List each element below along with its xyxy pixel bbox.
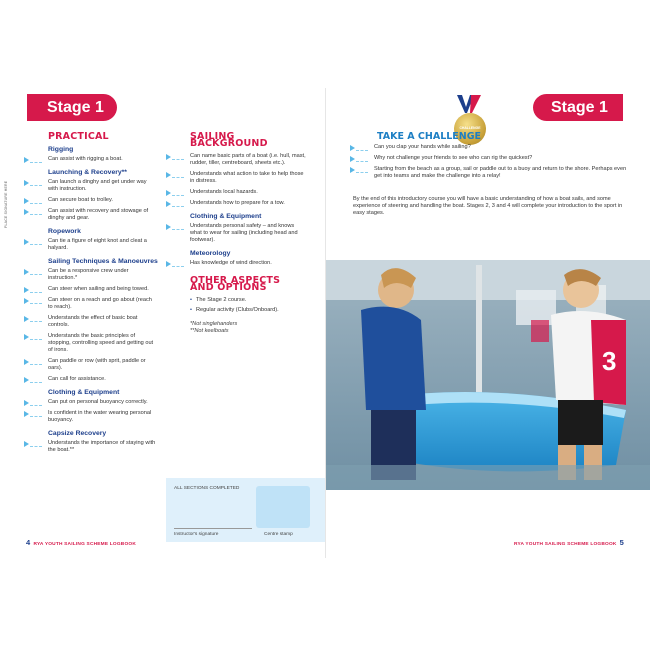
checklist-item-text: Can put on personal buoyancy correctly.	[48, 399, 148, 405]
arrow-bullet-icon	[24, 315, 42, 322]
checklist-item	[24, 358, 158, 372]
signature-line	[174, 528, 252, 529]
arrow-bullet-icon	[24, 333, 42, 340]
arrow-bullet-icon	[166, 153, 184, 160]
arrow-bullet-icon	[350, 144, 368, 151]
arrow-bullet-icon	[24, 238, 42, 245]
checklist-item-text: Understands personal safety – and knows what to wear for sailing (including head and footwear).	[190, 223, 298, 243]
practical-title: PRACTICAL	[48, 131, 109, 142]
arrow-bullet-icon	[24, 297, 42, 304]
checklist-item-text: Has knowledge of wind direction.	[190, 260, 272, 266]
sailing-background-title: SAILING BACKGROUND	[190, 131, 268, 149]
arrow-bullet-icon	[24, 197, 42, 204]
checklist-item	[24, 399, 158, 406]
arrow-bullet-icon	[166, 200, 184, 207]
sail-number-text: 3	[602, 346, 617, 376]
checklist-item	[24, 156, 158, 163]
checklist-item-text: Understands the importance of staying with the boat.**	[48, 440, 156, 453]
checklist-item	[24, 208, 158, 222]
checklist-item	[350, 144, 630, 151]
checklist-item	[350, 166, 630, 180]
signature-side-note: PLACE SIGNATURE HERE	[4, 180, 8, 228]
centre-stamp-area	[256, 486, 310, 528]
stage-tab-left: Stage 1	[27, 94, 117, 121]
sailing-photo	[326, 260, 650, 490]
arrow-bullet-icon	[166, 171, 184, 178]
checklist-item-text: Can tie a figure of eight knot and cleat a halyard.	[48, 238, 147, 251]
checklist-item-text: Can steer when sailing and being towed.	[48, 286, 149, 292]
footnote: *Not singlehanders	[190, 321, 238, 327]
subsection-heading: Clothing & Equipment	[48, 389, 120, 396]
checklist-item-text: Understands the effect of basic boat controls.	[48, 315, 138, 328]
arrow-bullet-icon	[24, 440, 42, 447]
checklist-item-text: Why not challenge your friends to see who can rig the quickest?	[374, 155, 533, 161]
arrow-bullet-icon	[166, 189, 184, 196]
arrow-bullet-icon	[350, 155, 368, 162]
subsection-heading: Capsize Recovery	[48, 430, 107, 437]
subsection-heading: Ropework	[48, 228, 81, 235]
arrow-bullet-icon	[166, 260, 184, 267]
challenge-title: TAKE A CHALLENGE	[377, 131, 482, 142]
checklist-item	[166, 260, 306, 267]
page-number-right: 5	[619, 538, 624, 547]
checklist-item	[24, 268, 158, 282]
arrow-bullet-icon	[350, 166, 368, 173]
arrow-bullet-icon	[24, 286, 42, 293]
practical-column	[24, 133, 158, 458]
arrow-bullet-icon	[24, 358, 42, 365]
checklist-item	[24, 376, 158, 383]
footnote: **Not keelboats	[190, 328, 229, 334]
checklist-item	[24, 286, 158, 293]
checklist-item-text: Understands the basic principles of stopping, controlling speed and getting out of irons.	[48, 333, 154, 353]
checklist-item-text: Can name basic parts of a boat (i.e. hull, mast, rudder, tiller, centreboard, sheets etc.).	[190, 153, 306, 166]
sailing-photo-illustration	[326, 260, 650, 490]
course-intro-text: By the end of this introductory course you will have a basic understanding of how a boat sails, and some experience of steering and handling the boat. Stages 2, 3 and 4 will complete your introduction to the sport in easy stages.	[353, 196, 623, 216]
subsection-heading: Sailing Techniques & Manoeuvres	[48, 258, 158, 265]
checklist-item	[24, 440, 158, 454]
checklist-item	[24, 197, 158, 204]
checklist-item	[24, 238, 158, 252]
footer-text-right: RYA YOUTH SAILING SCHEME LOGBOOK	[514, 542, 617, 547]
sailing-background-groups	[166, 213, 306, 267]
checklist-item-text: Can you clap your hands while sailing?	[374, 144, 471, 150]
practical-groups	[24, 146, 158, 454]
checklist-item	[166, 223, 306, 244]
footnotes	[166, 321, 306, 335]
arrow-bullet-icon	[24, 208, 42, 215]
stage-tab-right: Stage 1	[533, 94, 623, 121]
checklist-item	[24, 315, 158, 329]
checklist-item-text: Understands what action to take to help those in distress.	[190, 171, 304, 184]
arrow-bullet-icon	[24, 410, 42, 417]
checklist-item-text: Can launch a dinghy and get under way with instruction.	[48, 179, 147, 192]
checklist-item-text: Can be a responsive crew under instruction.*	[48, 268, 129, 281]
instructor-signature-label: Instructor's signature	[174, 532, 219, 537]
all-sections-completed-label: ALL SECTIONS COMPLETED	[174, 486, 240, 491]
arrow-bullet-icon	[166, 223, 184, 230]
checklist-item-text: Can paddle or row (with sprit, paddle or oars).	[48, 358, 146, 371]
challenge-section	[350, 133, 630, 184]
checklist-item-text: Can secure boat to trolley.	[48, 197, 113, 203]
checklist-item-text: Is confident in the water wearing personal buoyancy.	[48, 410, 152, 423]
arrow-bullet-icon	[24, 156, 42, 163]
other-aspects-title: OTHER ASPECTS AND OPTIONS	[190, 275, 281, 293]
footer-text-left: RYA YOUTH SAILING SCHEME LOGBOOK	[33, 542, 136, 547]
right-page	[325, 88, 650, 558]
arrow-bullet-icon	[24, 268, 42, 275]
checklist-item	[24, 297, 158, 311]
checklist-item	[24, 179, 158, 193]
background-column	[166, 133, 306, 335]
checklist-item-text: Understands local hazards.	[190, 189, 258, 195]
checklist-item-text: Can assist with rigging a boat.	[48, 156, 123, 162]
option-bullet: • Regular activity (Clubs/Onboard).	[166, 307, 306, 314]
checklist-item	[24, 410, 158, 424]
sailing-background-items	[166, 153, 306, 207]
checklist-item-text: Can call for assistance.	[48, 376, 106, 382]
checklist-item	[166, 189, 306, 196]
signature-box	[166, 478, 326, 542]
arrow-bullet-icon	[24, 376, 42, 383]
checklist-item	[166, 153, 306, 167]
challenge-items	[350, 144, 630, 180]
page-number-left: 4	[26, 538, 31, 547]
subsection-heading: Rigging	[48, 146, 74, 153]
subsection-heading: Clothing & Equipment	[190, 213, 262, 220]
subsection-heading: Meteorology	[190, 250, 231, 257]
medal-text: CHALLENGE	[459, 126, 481, 130]
arrow-bullet-icon	[24, 399, 42, 406]
footer-right	[514, 538, 624, 547]
checklist-item-text: Can assist with recovery and stowage of dinghy and gear.	[48, 208, 149, 221]
arrow-bullet-icon	[24, 179, 42, 186]
option-bullet: • The Stage 2 course.	[166, 297, 306, 304]
checklist-item	[166, 171, 306, 185]
rya-logo-icon	[456, 94, 482, 114]
logbook-spread	[0, 88, 650, 558]
checklist-item	[24, 333, 158, 354]
other-aspects-bullets	[166, 297, 306, 314]
checklist-item-text: Understands how to prepare for a tow.	[190, 200, 285, 206]
footer-left	[26, 538, 136, 547]
checklist-item	[166, 200, 306, 207]
left-page	[0, 88, 325, 558]
subsection-heading: Launching & Recovery**	[48, 169, 127, 176]
checklist-item	[350, 155, 630, 162]
checklist-item-text: Can steer on a reach and go about (reach to reach).	[48, 297, 152, 310]
centre-stamp-label: Centre stamp	[264, 532, 293, 537]
checklist-item-text: Starting from the beach as a group, sail or paddle out to a buoy and return to the shore. Perhaps even get into teams and make the challenge into a relay!	[374, 166, 627, 179]
